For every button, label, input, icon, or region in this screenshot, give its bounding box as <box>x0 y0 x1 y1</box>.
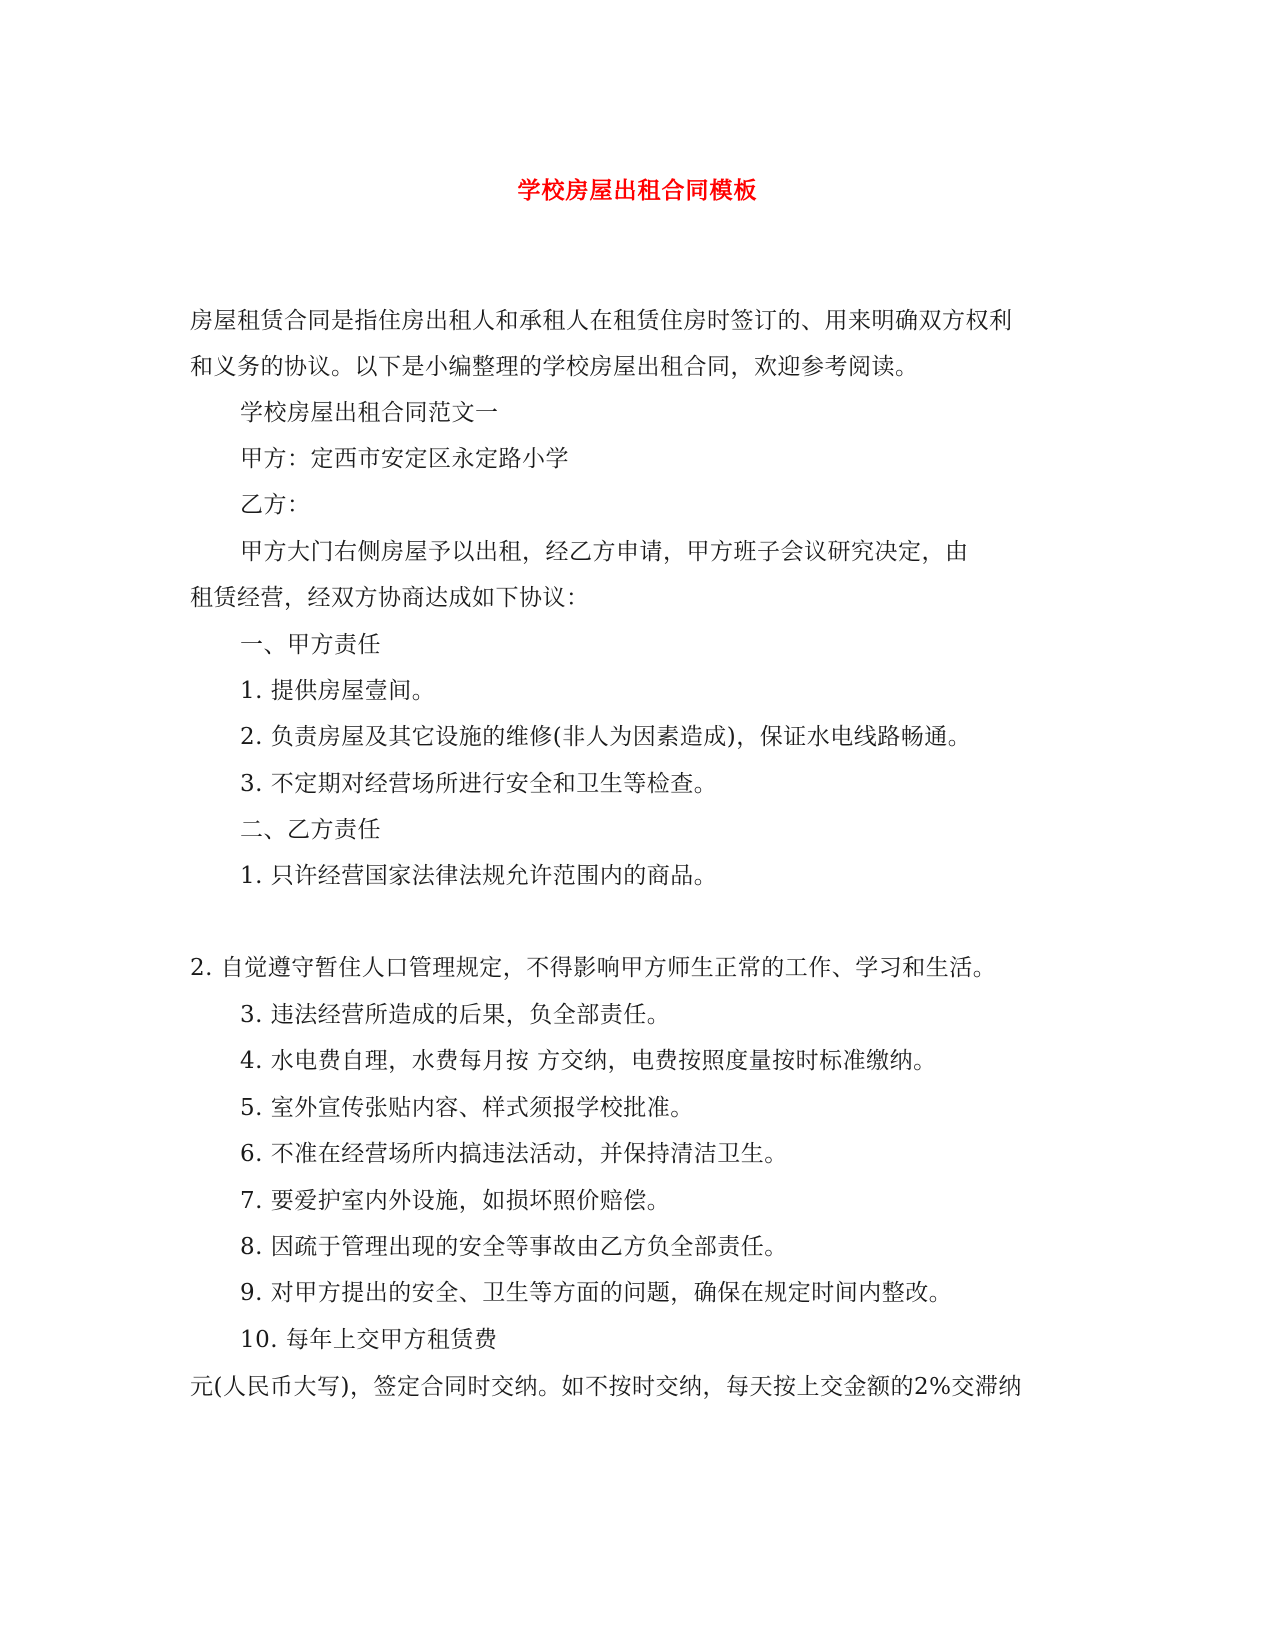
list-item: 5. 室外宣传张贴内容、样式须报学校批准。 <box>240 1095 694 1121</box>
list-item: 3. 不定期对经营场所进行安全和卫生等检查。 <box>240 771 718 797</box>
paragraph-line: 元(人民币大写)，签定合同时交纳。如不按时交纳，每天按上交金额的2%交滞纳 <box>190 1374 1022 1400</box>
list-item: 7. 要爱护室内外设施，如损坏照价赔偿。 <box>240 1188 671 1214</box>
list-item: 10. 每年上交甲方租赁费 <box>240 1327 498 1353</box>
list-item: 4. 水电费自理，水费每月按 方交纳，电费按照度量按时标准缴纳。 <box>240 1048 937 1074</box>
list-item: 8. 因疏于管理出现的安全等事故由乙方负全部责任。 <box>240 1234 788 1260</box>
paragraph-line: 房屋租赁合同是指住房出租人和承租人在租赁住房时签订的、用来明确双方权利 <box>190 308 1013 334</box>
list-item: 2. 负责房屋及其它设施的维修(非人为因素造成)，保证水电线路畅通。 <box>240 724 972 750</box>
list-item: 2. 自觉遵守暂住人口管理规定，不得影响甲方师生正常的工作、学习和生活。 <box>190 955 997 981</box>
list-item: 1. 提供房屋壹间。 <box>240 678 436 704</box>
section-heading: 学校房屋出租合同范文一 <box>240 400 499 426</box>
party-b-line: 乙方： <box>240 492 311 518</box>
document-title: 学校房屋出租合同模板 <box>517 178 758 204</box>
party-a-line: 甲方：定西市安定区永定路小学 <box>240 446 569 472</box>
list-item: 3. 违法经营所造成的后果，负全部责任。 <box>240 1002 671 1028</box>
paragraph-line: 租赁经营，经双方协商达成如下协议： <box>190 585 590 611</box>
paragraph-line: 和义务的协议。以下是小编整理的学校房屋出租合同，欢迎参考阅读。 <box>190 354 919 380</box>
list-item: 1. 只许经营国家法律法规允许范围内的商品。 <box>240 863 718 889</box>
paragraph-line: 甲方大门右侧房屋予以出租，经乙方申请，甲方班子会议研究决定，由 <box>240 539 969 565</box>
list-item: 6. 不准在经营场所内搞违法活动，并保持清洁卫生。 <box>240 1141 788 1167</box>
list-item: 9. 对甲方提出的安全、卫生等方面的问题，确保在规定时间内整改。 <box>240 1280 953 1306</box>
section-heading: 一、甲方责任 <box>240 632 381 658</box>
section-heading: 二、乙方责任 <box>240 817 381 843</box>
